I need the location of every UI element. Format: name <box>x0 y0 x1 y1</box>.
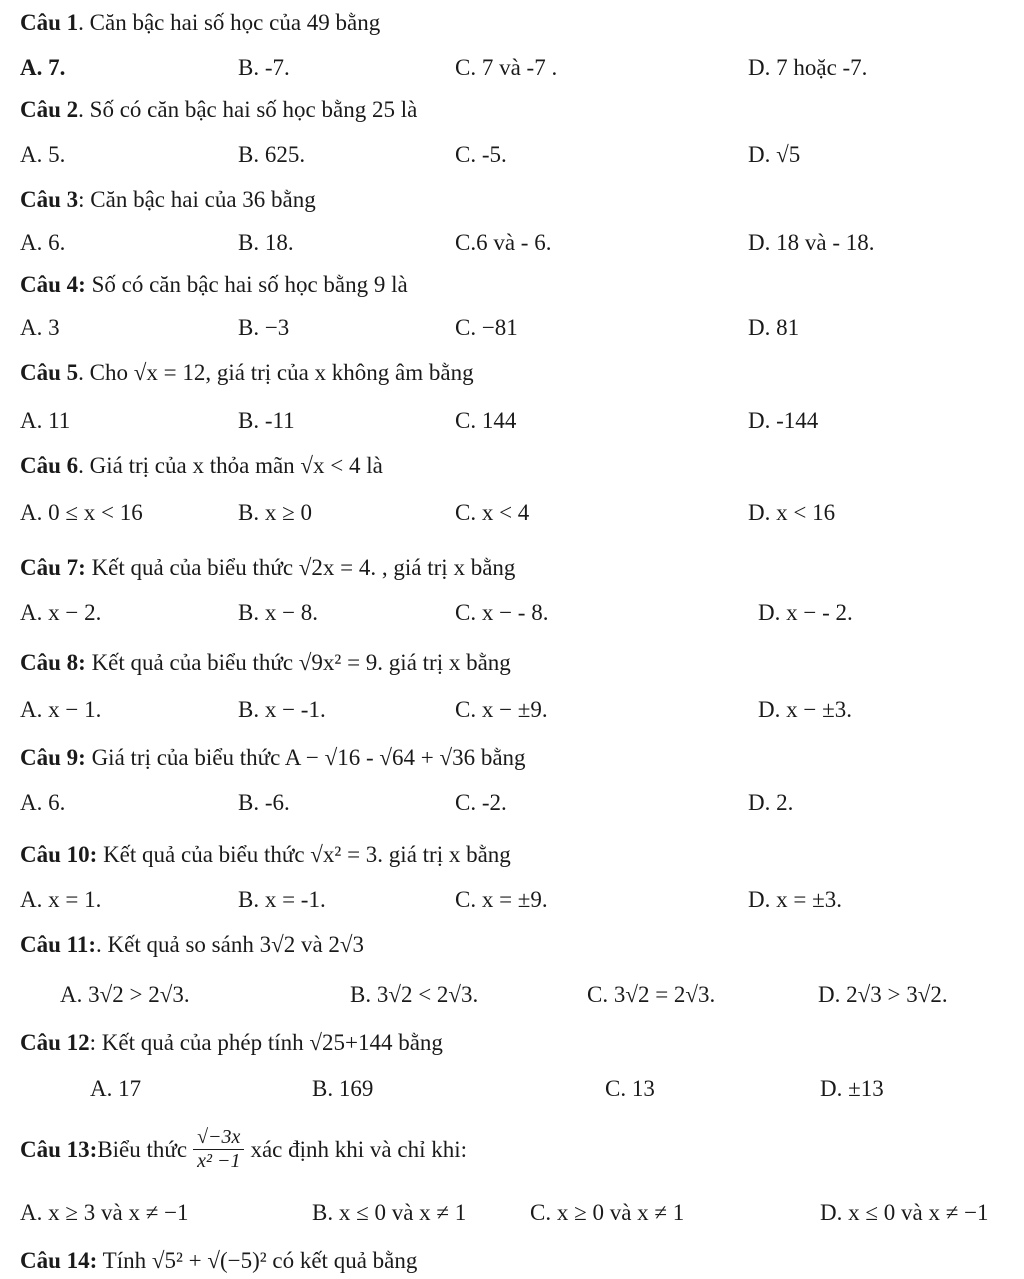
option-b[interactable]: B. 169 <box>312 1076 374 1101</box>
option-c[interactable]: C. 3√2 = 2√3. <box>587 982 716 1007</box>
option-d[interactable]: D. x ≤ 0 và x ≠ −1 <box>820 1200 989 1225</box>
option-a[interactable]: A. 3√2 > 2√3. <box>60 982 190 1007</box>
option-a[interactable]: A. 5. <box>20 142 66 167</box>
option-c[interactable]: C. x ≥ 0 và x ≠ 1 <box>530 1200 685 1225</box>
question-text: Tính √5² + √(−5)² có kết quả bằng <box>102 1248 418 1273</box>
option-a[interactable]: A. x − 1. <box>20 697 102 722</box>
options-row-4 <box>0 315 1024 345</box>
question-text: Kết quả của biểu thức √x² = 3. giá trị x bằng <box>103 842 511 867</box>
option-c[interactable]: C. x = ±9. <box>455 887 548 912</box>
option-c[interactable]: C. x < 4 <box>455 500 530 525</box>
option-b[interactable]: B. -11 <box>238 408 295 433</box>
option-a[interactable]: A. 6. <box>20 230 66 255</box>
option-a[interactable]: A. 17 <box>90 1076 142 1101</box>
option-a[interactable]: A. 3 <box>20 315 60 340</box>
option-b[interactable]: B. 625. <box>238 142 306 167</box>
option-d[interactable]: D. x − - 2. <box>758 600 853 625</box>
question-text: Biểu thức <box>97 1136 188 1162</box>
option-c[interactable]: C. −81 <box>455 315 518 340</box>
question-text: Căn bậc hai của 36 bằng <box>90 187 316 212</box>
option-b[interactable]: B. 3√2 < 2√3. <box>350 982 479 1007</box>
option-a[interactable]: A. 11 <box>20 408 71 433</box>
option-a[interactable]: A. 0 ≤ x < 16 <box>20 500 143 525</box>
question-text-after: xác định khi và chỉ khi: <box>250 1136 467 1162</box>
option-c[interactable]: C. -2. <box>455 790 507 815</box>
question-6: Câu 6. Giá trị của x thỏa mãn √x < 4 là <box>20 453 383 478</box>
option-b[interactable]: B. -7. <box>238 55 290 80</box>
options-row-12 <box>0 1076 1024 1106</box>
fraction-numerator: √−3x <box>193 1126 244 1150</box>
option-c[interactable]: C. 13 <box>605 1076 655 1101</box>
option-b[interactable]: B. x ≤ 0 và x ≠ 1 <box>312 1200 467 1225</box>
option-d[interactable]: D. ±13 <box>820 1076 884 1101</box>
option-b[interactable]: B. 18. <box>238 230 294 255</box>
question-8: Câu 8: Kết quả của biểu thức √9x² = 9. giá trị x bằng <box>20 650 511 675</box>
question-9: Câu 9: Giá trị của biểu thức A − √16 - √64 + √36 bằng <box>20 745 526 770</box>
option-a[interactable]: A. x = 1. <box>20 887 102 912</box>
question-text: Căn bậc hai số học của 49 bằng <box>89 10 381 35</box>
question-text: Giá trị của x thỏa mãn √x < 4 là <box>89 453 383 478</box>
question-7: Câu 7: Kết quả của biểu thức √2x = 4. , giá trị x bằng <box>20 555 516 580</box>
options-row-13 <box>0 1200 1024 1230</box>
option-c[interactable]: C. -5. <box>455 142 507 167</box>
question-text: Số có căn bậc hai số học bằng 9 là <box>91 272 408 297</box>
option-c[interactable]: C. x − - 8. <box>455 600 549 625</box>
question-3: Câu 3: Căn bậc hai của 36 bằng <box>20 187 316 212</box>
option-c[interactable]: C. 144 <box>455 408 517 433</box>
option-c[interactable]: C. 7 và -7 . <box>455 55 558 80</box>
option-a[interactable]: A. x − 2. <box>20 600 102 625</box>
option-b[interactable]: B. x − -1. <box>238 697 326 722</box>
option-d[interactable]: D. x = ±3. <box>748 887 842 912</box>
question-14: Câu 14: Tính √5² + √(−5)² có kết quả bằng <box>20 1248 418 1273</box>
option-b[interactable]: B. x − 8. <box>238 600 319 625</box>
option-a[interactable]: A. 6. <box>20 790 66 815</box>
question-2: Câu 2. Số có căn bậc hai số học bằng 25 là <box>20 97 418 122</box>
option-d[interactable]: D. 81 <box>748 315 800 340</box>
option-d[interactable]: D. -144 <box>748 408 819 433</box>
question-label: Câu 1 <box>20 10 79 35</box>
options-row-3 <box>0 230 1024 260</box>
question-4: Câu 4: Số có căn bậc hai số học bằng 9 là <box>20 272 408 297</box>
option-a[interactable]: A. 7. <box>20 55 66 80</box>
options-row-10 <box>0 887 1024 917</box>
question-12: Câu 12: Kết quả của phép tính √25+144 bằng <box>20 1030 443 1055</box>
option-c[interactable]: C. x − ±9. <box>455 697 548 722</box>
option-b[interactable]: B. -6. <box>238 790 290 815</box>
options-row-9 <box>0 790 1024 820</box>
options-row-2 <box>0 142 1024 172</box>
option-d[interactable]: D. √5 <box>748 142 801 167</box>
question-text: Kết quả của biểu thức √9x² = 9. giá trị x bằng <box>91 650 511 675</box>
option-d[interactable]: D. x < 16 <box>748 500 836 525</box>
question-1: Câu 1. Căn bậc hai số học của 49 bằng <box>20 10 381 35</box>
fraction <box>193 1126 244 1173</box>
option-d[interactable]: D. 7 hoặc -7. <box>748 55 868 80</box>
option-b[interactable]: B. −3 <box>238 315 290 340</box>
question-text: Kết quả của phép tính √25+144 bằng <box>101 1030 443 1055</box>
options-row-6 <box>0 500 1024 530</box>
fraction-denominator: x² −1 <box>197 1150 241 1172</box>
question-text: Số có căn bậc hai số học bằng 25 là <box>89 97 418 122</box>
option-b[interactable]: B. x = -1. <box>238 887 326 912</box>
option-b[interactable]: B. x ≥ 0 <box>238 500 312 525</box>
option-d[interactable]: D. 2√3 > 3√2. <box>818 982 948 1007</box>
option-c[interactable]: C.6 và - 6. <box>455 230 552 255</box>
question-10: Câu 10: Kết quả của biểu thức √x² = 3. giá trị x bằng <box>20 842 511 867</box>
question-11: Câu 11:. Kết quả so sánh 3√2 và 2√3 <box>20 932 365 957</box>
option-d[interactable]: D. 18 và - 18. <box>748 230 875 255</box>
options-row-7 <box>0 600 1024 630</box>
options-row-5 <box>0 408 1024 438</box>
option-d[interactable]: D. 2. <box>748 790 794 815</box>
options-row-8 <box>0 697 1024 727</box>
option-d[interactable]: D. x − ±3. <box>758 697 852 722</box>
option-a[interactable]: A. x ≥ 3 và x ≠ −1 <box>20 1200 189 1225</box>
question-5: Câu 5. Cho √x = 12, giá trị của x không âm bằng <box>20 360 474 385</box>
options-row-1 <box>0 55 1024 85</box>
question-text: Giá trị của biểu thức A − √16 - √64 + √36 bằng <box>91 745 526 770</box>
question-text: Cho √x = 12, giá trị của x không âm bằng <box>89 360 474 385</box>
options-row-11 <box>0 982 1024 1012</box>
question-13: Câu 13: Biểu thức $\frac{√-3x}{\text{x² −1}}$ xác định khi và chỉ khi: <box>20 1126 467 1172</box>
question-text: Kết quả của biểu thức √2x = 4. , giá trị x bằng <box>91 555 516 580</box>
question-text: Kết quả so sánh 3√2 và 2√3 <box>107 932 365 957</box>
